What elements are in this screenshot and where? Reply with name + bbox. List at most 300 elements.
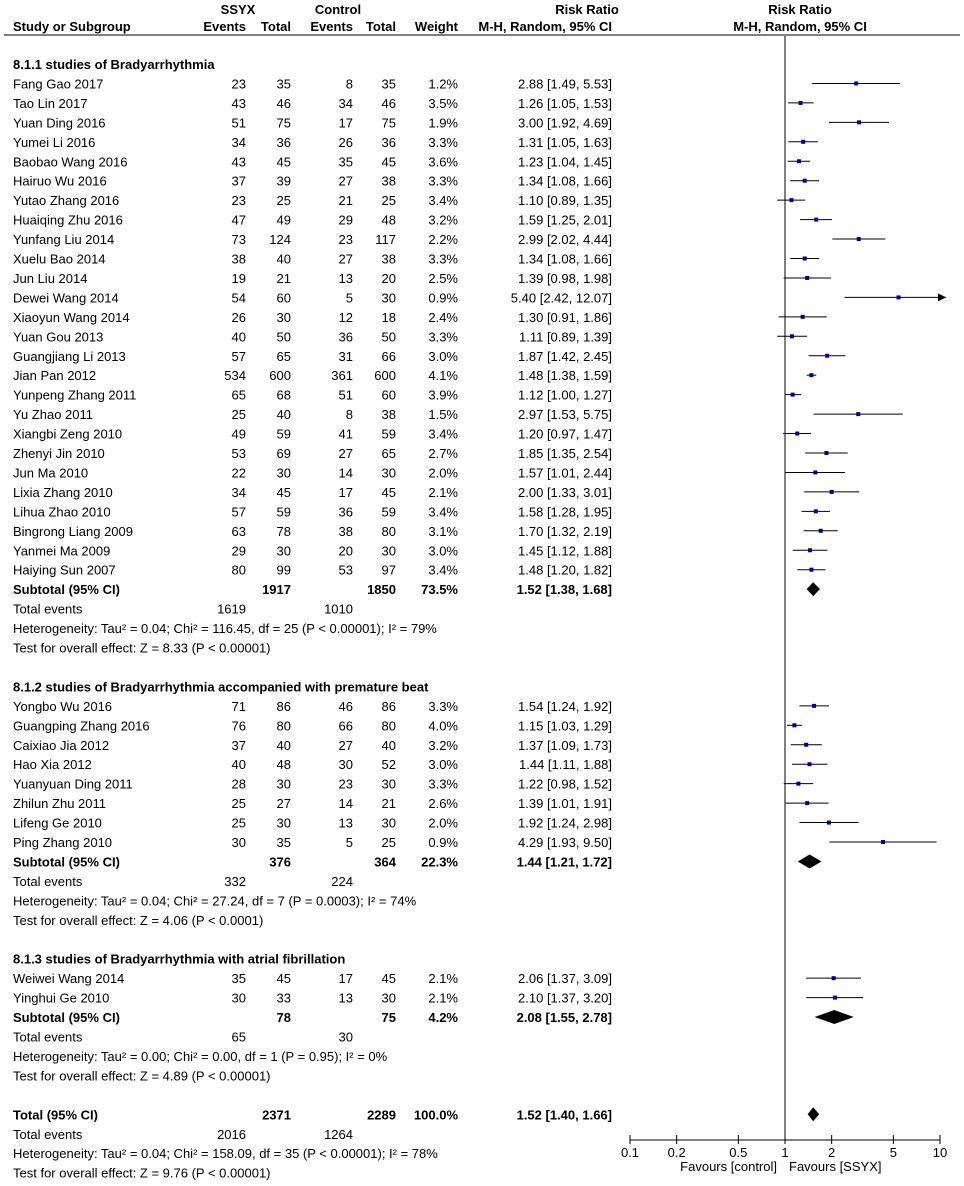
total-ssyx: 40 (276, 407, 291, 423)
study-point (812, 704, 816, 708)
total-control: 59 (381, 504, 396, 520)
total-ssyx: 65 (276, 348, 291, 364)
events-ssyx: 23 (231, 193, 246, 209)
header-control: Control (314, 2, 362, 17)
total-control: 25 (381, 835, 396, 850)
events-control: 36 (338, 504, 353, 520)
total-control: 30 (381, 290, 396, 306)
events-ssyx: 40 (231, 757, 246, 773)
study-weight: 3.3% (428, 173, 458, 189)
total-control: 45 (381, 154, 396, 170)
events-ssyx: 37 (231, 173, 246, 189)
events-ssyx: 53 (231, 446, 246, 461)
events-control: 13 (338, 815, 353, 831)
study-point (803, 257, 807, 261)
heterogeneity-text: Heterogeneity: Tau² = 0.00; Chi² = 0.00, df = 1 (P = 0.95); I² = 0% (13, 1048, 388, 1064)
study-weight: 3.4% (428, 426, 458, 442)
study-point (830, 490, 834, 494)
study-ci: 1.22 [0.98, 1.52] (518, 776, 612, 792)
events-control: 27 (338, 251, 353, 267)
pooled-diamond (808, 1107, 819, 1121)
study-ci: 1.39 [0.98, 1.98] (518, 270, 612, 286)
total-ssyx: 69 (276, 446, 291, 461)
study-ci: 1.59 [1.25, 2.01] (518, 212, 612, 228)
study-name: Yunpeng Zhang 2011 (13, 387, 137, 403)
header-weight: Weight (414, 19, 458, 34)
total-control: 80 (381, 718, 396, 734)
header-total-ssyx: Total (260, 19, 291, 34)
total-ssyx: 40 (276, 251, 291, 267)
study-point (824, 451, 828, 455)
study-name: Yunfang Liu 2014 (13, 232, 115, 248)
study-weight: 3.9% (428, 387, 458, 403)
total-control: 65 (381, 446, 396, 461)
study-point (804, 743, 808, 747)
study-point (805, 276, 809, 280)
events-control: 361 (331, 368, 353, 384)
events-ssyx: 34 (231, 484, 246, 500)
grand-total-events-ssyx: 2016 (217, 1126, 246, 1142)
total-ssyx: 27 (276, 796, 291, 812)
total-ssyx: 33 (276, 990, 291, 1006)
x-tick-label: 5 (889, 1145, 897, 1160)
study-name: Ping Zhang 2010 (13, 835, 113, 850)
favours-ssyx-label: Favours [SSYX] (789, 1159, 882, 1174)
study-ci: 1.39 [1.01, 1.91] (518, 796, 612, 812)
total-control: 52 (381, 757, 396, 773)
overall-effect-text: Test for overall effect: Z = 8.33 (P < 0.00001) (13, 640, 271, 656)
header-ssyx: SSYX (220, 2, 256, 17)
total-ssyx: 50 (276, 329, 291, 345)
x-tick-label: 1 (781, 1145, 789, 1160)
study-ci: 1.34 [1.08, 1.66] (518, 173, 612, 189)
events-ssyx: 26 (231, 309, 246, 325)
events-control: 14 (338, 796, 353, 812)
study-point (897, 295, 901, 299)
events-ssyx: 51 (231, 115, 246, 131)
total-ssyx: 36 (276, 134, 291, 150)
events-control: 38 (338, 523, 353, 539)
study-ci: 4.29 [1.93, 9.50] (518, 835, 612, 850)
total-control: 46 (381, 95, 396, 111)
study-weight: 4.0% (428, 718, 458, 734)
pooled-diamond (815, 1010, 854, 1024)
ci-arrow (938, 293, 946, 301)
study-name: Bingrong Liang 2009 (13, 523, 133, 539)
total-ssyx: 30 (276, 776, 291, 792)
grand-total-events-label: Total events (13, 1126, 83, 1142)
study-weight: 3.3% (428, 329, 458, 345)
header-study: Study or Subgroup (13, 19, 131, 34)
study-ci: 1.26 [1.05, 1.53] (518, 95, 612, 111)
subtotal-total-control: 75 (381, 1010, 396, 1026)
study-weight: 2.7% (428, 446, 458, 461)
study-weight: 3.5% (428, 95, 458, 111)
total-control: 59 (381, 426, 396, 442)
study-weight: 3.0% (428, 543, 458, 559)
study-weight: 2.5% (428, 270, 458, 286)
total-events-control: 1010 (324, 601, 353, 617)
subtotal-label: Subtotal (95% CI) (13, 582, 120, 598)
events-control: 8 (345, 407, 353, 423)
study-ci: 1.48 [1.38, 1.59] (518, 368, 612, 384)
study-point (796, 782, 800, 786)
study-weight: 2.2% (428, 232, 458, 248)
events-control: 30 (338, 757, 353, 773)
events-control: 17 (338, 484, 353, 500)
subtotal-total-control: 364 (374, 854, 396, 870)
study-weight: 3.3% (428, 698, 458, 714)
study-point (795, 432, 799, 436)
study-ci: 2.06 [1.37, 3.09] (518, 971, 612, 987)
events-ssyx: 37 (231, 737, 246, 753)
events-control: 26 (338, 134, 353, 150)
total-ssyx: 60 (276, 290, 291, 306)
total-control: 30 (381, 776, 396, 792)
study-ci: 3.00 [1.92, 4.69] (518, 115, 612, 131)
header-method: M-H, Random, 95% CI (478, 19, 612, 34)
events-ssyx: 43 (231, 95, 246, 111)
study-name: Yu Zhao 2011 (13, 407, 93, 423)
study-ci: 2.10 [1.37, 3.20] (518, 990, 612, 1006)
events-control: 13 (338, 270, 353, 286)
study-ci: 1.34 [1.08, 1.66] (518, 251, 612, 267)
total-ssyx: 25 (276, 193, 291, 209)
events-ssyx: 25 (231, 407, 246, 423)
total-ssyx: 75 (276, 115, 291, 131)
events-control: 27 (338, 737, 353, 753)
study-weight: 2.0% (428, 465, 458, 481)
subtotal-label: Total (95% CI) (13, 1107, 98, 1123)
study-name: Guangjiang Li 2013 (13, 348, 126, 364)
study-name: Xiaoyun Wang 2014 (13, 309, 130, 325)
study-name: Haiying Sun 2007 (13, 562, 116, 578)
events-control: 53 (338, 562, 353, 578)
x-tick-label: 0.5 (729, 1145, 748, 1160)
total-ssyx: 68 (276, 387, 291, 403)
events-control: 41 (338, 426, 353, 442)
events-ssyx: 35 (231, 971, 246, 987)
study-weight: 2.1% (428, 990, 458, 1006)
grand-overall-effect-text: Test for overall effect: Z = 9.76 (P < 0.00001) (13, 1165, 271, 1181)
study-ci: 5.40 [2.42, 12.07] (510, 290, 612, 306)
study-name: Xiangbi Zeng 2010 (13, 426, 123, 442)
total-ssyx: 30 (276, 815, 291, 831)
subtotal-total-ssyx: 2371 (262, 1107, 291, 1123)
study-point (809, 373, 813, 377)
study-point (857, 237, 861, 241)
study-point (814, 509, 818, 513)
total-ssyx: 35 (276, 76, 291, 92)
study-ci: 1.23 [1.04, 1.45] (518, 154, 612, 170)
total-control: 45 (381, 484, 396, 500)
events-control: 20 (338, 543, 353, 559)
subtotal-ci: 1.52 [1.40, 1.66] (516, 1107, 612, 1123)
study-point (814, 218, 818, 222)
total-events-ssyx: 65 (231, 1029, 246, 1045)
events-control: 36 (338, 329, 353, 345)
header-total-control: Total (365, 19, 396, 34)
events-control: 51 (338, 387, 353, 403)
study-ci: 1.57 [1.01, 2.44] (518, 465, 612, 481)
events-control: 31 (338, 348, 353, 364)
total-ssyx: 80 (276, 718, 291, 734)
total-control: 80 (381, 523, 396, 539)
events-ssyx: 76 (231, 718, 246, 734)
subgroup-title: 8.1.1 studies of Bradyarrhythmia (13, 57, 215, 72)
events-control: 14 (338, 465, 353, 481)
study-point (808, 548, 812, 552)
study-weight: 1.2% (428, 76, 458, 92)
study-point (789, 198, 793, 202)
total-control: 25 (381, 193, 396, 209)
study-point (856, 412, 860, 416)
study-ci: 1.20 [0.97, 1.47] (518, 426, 612, 442)
total-ssyx: 45 (276, 154, 291, 170)
study-ci: 1.12 [1.00, 1.27] (518, 387, 612, 403)
heterogeneity-text: Heterogeneity: Tau² = 0.04; Chi² = 116.45, df = 25 (P < 0.00001); I² = 79% (13, 621, 437, 637)
grand-total-events-control: 1264 (324, 1126, 353, 1142)
events-control: 12 (338, 309, 353, 325)
study-ci: 2.88 [1.49, 5.53] (518, 76, 612, 92)
total-ssyx: 99 (276, 562, 291, 578)
study-point (827, 821, 831, 825)
study-name: Yumei Li 2016 (13, 134, 96, 150)
total-ssyx: 45 (276, 484, 291, 500)
events-ssyx: 65 (231, 387, 246, 403)
study-point (809, 568, 813, 572)
events-ssyx: 80 (231, 562, 246, 578)
header-events-control: Events (310, 19, 353, 34)
study-name: Yutao Zhang 2016 (13, 193, 120, 209)
study-name: Hao Xia 2012 (13, 757, 92, 773)
study-point (790, 334, 794, 338)
study-ci: 1.54 [1.24, 1.92] (518, 698, 612, 714)
study-weight: 2.1% (428, 971, 458, 987)
events-ssyx: 57 (231, 348, 246, 364)
study-point (805, 801, 809, 805)
total-control: 38 (381, 407, 396, 423)
total-control: 60 (381, 387, 396, 403)
study-ci: 2.00 [1.33, 3.01] (518, 484, 612, 500)
total-ssyx: 45 (276, 971, 291, 987)
events-ssyx: 22 (231, 465, 246, 481)
study-name: Jian Pan 2012 (13, 368, 97, 384)
grand-heterogeneity-text: Heterogeneity: Tau² = 0.04; Chi² = 158.09, df = 35 (P < 0.00001); I² = 78% (13, 1146, 438, 1162)
events-control: 27 (338, 173, 353, 189)
study-name: Huaiqing Zhu 2016 (13, 212, 123, 228)
total-ssyx: 600 (269, 368, 291, 384)
events-ssyx: 19 (231, 270, 246, 286)
study-ci: 1.58 [1.28, 1.95] (518, 504, 612, 520)
total-control: 75 (381, 115, 396, 131)
study-ci: 1.15 [1.03, 1.29] (518, 718, 612, 734)
favours-control-label: Favours [control] (680, 1159, 777, 1174)
study-name: Yuan Ding 2016 (13, 115, 106, 131)
subgroup-title: 8.1.3 studies of Bradyarrhythmia with atrial fibrillation (13, 951, 346, 967)
header-risk-ratio: Risk Ratio (555, 2, 619, 17)
events-control: 66 (338, 718, 353, 734)
subtotal-weight: 22.3% (421, 854, 458, 870)
study-name: Yanmei Ma 2009 (13, 543, 111, 559)
total-control: 30 (381, 990, 396, 1006)
x-tick-label: 0.1 (620, 1145, 640, 1160)
events-ssyx: 23 (231, 76, 246, 92)
events-ssyx: 34 (231, 134, 246, 150)
study-name: Baobao Wang 2016 (13, 154, 128, 170)
study-name: Tao Lin 2017 (13, 95, 88, 111)
study-weight: 0.9% (428, 290, 458, 306)
study-point (803, 179, 807, 183)
events-control: 46 (338, 698, 353, 714)
subtotal-label: Subtotal (95% CI) (13, 854, 120, 870)
total-control: 20 (381, 270, 396, 286)
study-weight: 3.4% (428, 562, 458, 578)
study-point (813, 470, 817, 474)
total-ssyx: 59 (276, 504, 291, 520)
subtotal-label: Subtotal (95% CI) (13, 1010, 120, 1026)
events-control: 34 (338, 95, 353, 111)
study-name: Yinghui Ge 2010 (13, 990, 110, 1006)
events-control: 29 (338, 212, 353, 228)
study-ci: 1.30 [0.91, 1.86] (518, 309, 612, 325)
total-ssyx: 46 (276, 95, 291, 111)
study-weight: 3.2% (428, 737, 458, 753)
total-events-label: Total events (13, 1029, 83, 1045)
events-ssyx: 38 (231, 251, 246, 267)
study-name: Yuan Gou 2013 (13, 329, 104, 345)
events-control: 21 (338, 193, 353, 209)
study-weight: 4.1% (428, 368, 458, 384)
study-ci: 2.97 [1.53, 5.75] (518, 407, 612, 423)
pooled-diamond (807, 582, 820, 596)
subtotal-total-ssyx: 376 (269, 854, 291, 870)
total-control: 48 (381, 212, 396, 228)
total-control: 40 (381, 737, 396, 753)
study-ci: 1.85 [1.35, 2.54] (518, 446, 612, 461)
study-ci: 1.45 [1.12, 1.88] (518, 543, 612, 559)
total-ssyx: 86 (276, 698, 291, 714)
total-ssyx: 124 (269, 232, 291, 248)
study-weight: 3.3% (428, 251, 458, 267)
study-point (832, 976, 836, 980)
total-control: 30 (381, 543, 396, 559)
study-ci: 1.44 [1.11, 1.88] (519, 757, 612, 773)
study-point (791, 393, 795, 397)
subtotal-total-ssyx: 78 (276, 1010, 291, 1026)
subtotal-weight: 4.2% (428, 1010, 458, 1026)
study-ci: 1.48 [1.20, 1.82] (518, 562, 612, 578)
total-control: 35 (381, 76, 396, 92)
study-name: Fang Gao 2017 (13, 76, 104, 92)
study-name: Yongbo Wu 2016 (13, 698, 113, 714)
study-name: Weiwei Wang 2014 (13, 971, 125, 987)
events-control: 35 (338, 154, 353, 170)
plot-header-method: M-H, Random, 95% CI (733, 19, 867, 34)
study-name: Zhilun Zhu 2011 (13, 796, 106, 812)
total-events-control: 30 (338, 1029, 353, 1045)
subtotal-total-control: 2289 (367, 1107, 396, 1123)
total-ssyx: 59 (276, 426, 291, 442)
total-events-ssyx: 332 (224, 873, 246, 889)
events-control: 23 (338, 776, 353, 792)
study-name: Zhenyi Jin 2010 (13, 446, 105, 461)
events-ssyx: 49 (231, 426, 246, 442)
study-name: Caixiao Jia 2012 (13, 737, 110, 753)
events-ssyx: 63 (231, 523, 246, 539)
study-point (792, 723, 796, 727)
study-ci: 1.37 [1.09, 1.73] (518, 737, 612, 753)
study-weight: 2.0% (428, 815, 458, 831)
events-ssyx: 25 (231, 796, 246, 812)
study-point (808, 762, 812, 766)
total-control: 38 (381, 173, 396, 189)
events-ssyx: 30 (231, 990, 246, 1006)
study-point (854, 81, 858, 85)
total-events-control: 224 (331, 873, 353, 889)
total-ssyx: 48 (276, 757, 291, 773)
study-weight: 3.2% (428, 212, 458, 228)
subtotal-weight: 73.5% (421, 582, 458, 598)
total-control: 600 (374, 368, 396, 384)
study-weight: 2.6% (428, 796, 458, 812)
events-ssyx: 54 (231, 290, 246, 306)
study-point (819, 529, 823, 533)
study-point (799, 101, 803, 105)
study-ci: 1.87 [1.42, 2.45] (518, 348, 612, 364)
events-ssyx: 534 (224, 368, 246, 384)
study-weight: 1.9% (428, 115, 458, 131)
events-control: 17 (338, 971, 353, 987)
study-name: Lihua Zhao 2010 (13, 504, 111, 520)
study-name: Dewei Wang 2014 (13, 290, 119, 306)
total-control: 66 (381, 348, 396, 364)
events-ssyx: 57 (231, 504, 246, 520)
x-tick-label: 2 (828, 1145, 836, 1160)
study-name: Jun Liu 2014 (13, 270, 88, 286)
subtotal-total-control: 1850 (367, 582, 396, 598)
total-control: 36 (381, 134, 396, 150)
total-ssyx: 39 (276, 173, 291, 189)
study-point (825, 354, 829, 358)
subtotal-ci: 2.08 [1.55, 2.78] (516, 1010, 612, 1026)
total-control: 97 (381, 562, 396, 578)
total-ssyx: 78 (276, 523, 291, 539)
events-control: 8 (345, 76, 353, 92)
study-point (801, 315, 805, 319)
study-weight: 3.1% (428, 523, 458, 539)
total-ssyx: 30 (276, 543, 291, 559)
events-control: 23 (338, 232, 353, 248)
study-weight: 3.6% (428, 154, 458, 170)
plot-header-risk-ratio: Risk Ratio (768, 2, 832, 17)
study-weight: 2.1% (428, 484, 458, 500)
overall-effect-text: Test for overall effect: Z = 4.06 (P < 0.0001) (13, 912, 264, 928)
total-ssyx: 49 (276, 212, 291, 228)
events-ssyx: 43 (231, 154, 246, 170)
study-weight: 3.3% (428, 134, 458, 150)
study-name: Guangping Zhang 2016 (13, 718, 150, 734)
study-ci: 1.70 [1.32, 2.19] (518, 523, 612, 539)
subtotal-ci: 1.44 [1.21, 1.72] (516, 854, 612, 870)
study-weight: 2.4% (428, 309, 458, 325)
study-ci: 1.31 [1.05, 1.63] (518, 134, 612, 150)
study-ci: 1.10 [0.89, 1.35] (518, 193, 612, 209)
total-control: 117 (375, 232, 396, 248)
study-name: Jun Ma 2010 (13, 465, 89, 481)
pooled-diamond (798, 854, 822, 868)
study-name: Hairuo Wu 2016 (13, 173, 107, 189)
